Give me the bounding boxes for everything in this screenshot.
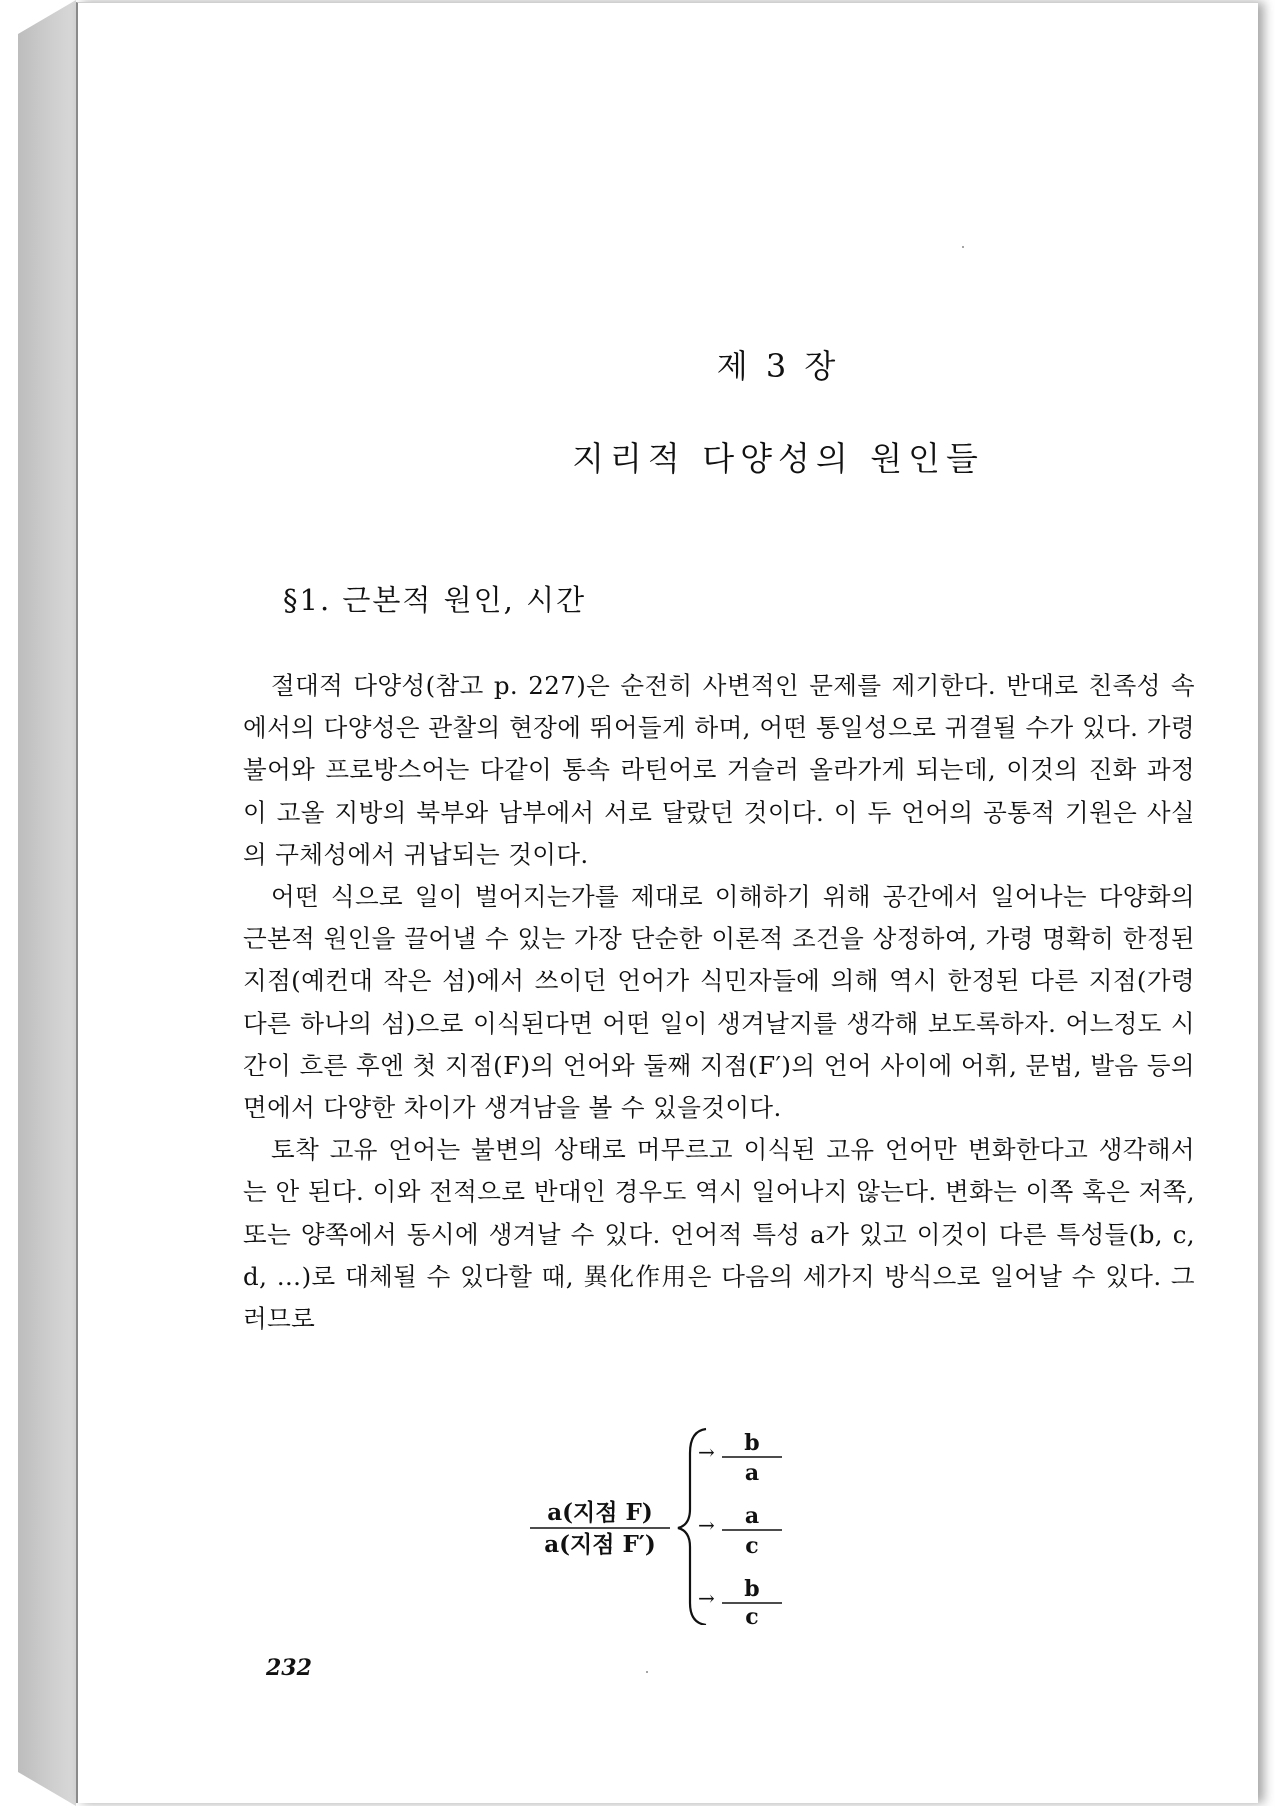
print-speck <box>646 1671 648 1673</box>
page-number: 232 <box>266 1655 312 1681</box>
print-speck <box>962 246 964 248</box>
formula-arrow: → <box>698 1513 715 1537</box>
formula-outcome-bottom: c <box>745 1533 759 1559</box>
formula-outcome-bottom: c <box>745 1604 759 1625</box>
formula-arrow: → <box>698 1440 715 1464</box>
formula-left-bottom: a(지점 F′) <box>544 1531 656 1558</box>
formula-outcome-top: b <box>744 1576 760 1602</box>
formula-outcome-bottom: a <box>744 1460 760 1486</box>
formula-arrow: → <box>698 1586 715 1610</box>
chapter-number: 제 3 장 <box>716 347 840 385</box>
paragraph: 토착 고유 언어는 불변의 상태로 머무르고 이식된 고유 언어만 변화한다고 생각해서는 안 된다. 이와 전적으로 반대인 경우도 역시 일어나지 않는다. 변화는 이쪽 혹은 저쪽, 또는 양쪽에서 동시에 생겨날 수 있다. 언어적 특성 a가 있고 이것이 다른 특성들(b, c, d, …)로 대체될 수 있다할 때, 異化作用은 다음의 세가지 방식으로 일어날 수 있다. 그러므로 <box>243 1135 1195 1334</box>
formula-outcome-top: a <box>744 1503 760 1529</box>
paragraph: 어떤 식으로 일이 벌어지는가를 제대로 이해하기 위해 공간에서 일어나는 다양화의 근본적 원인을 끌어낼 수 있는 가장 단순한 이론적 조건을 상정하여, 가령 명확히 한정된 지점(예컨대 작은 섬)에서 쓰이던 언어가 식민자들에 의해 역시 한정된 다른 지점(가령 다른 하나의 섬)으로 이식된다면 어떤 일이 생겨날지를 생각해 보도록하자. 어느정도 시간이 흐른 후엔 첫 지점(F)의 언어와 둘째 지점(F′)의 언어 사이에 어휘, 문법, 발음 등의 면에서 다양한 차이가 생겨남을 볼 수 있을것이다. <box>243 882 1195 1123</box>
book-spine <box>18 0 76 1806</box>
book-page <box>76 2 1258 1803</box>
formula-outcome-top: b <box>744 1430 760 1456</box>
body-text <box>243 665 1195 1340</box>
chapter-title: 지리적 다양성의 원인들 <box>572 439 984 478</box>
paragraph: 절대적 다양성(참고 p. 227)은 순전히 사변적인 문제를 제기한다. 반대로 친족성 속에서의 다양성은 관찰의 현장에 뛰어들게 하며, 어떤 통일성으로 귀결될 수가 있다. 가령 불어와 프로방스어는 다같이 통속 라틴어로 거슬러 올라가게 되는데, 이것의 진화 과정이 고올 지방의 북부와 남부에서 서로 달랐던 것이다. 이 두 언어의 공통적 기원은 사실의 구체성에서 귀납되는 것이다. <box>243 671 1195 869</box>
section-heading: §1. 근본적 원인, 시간 <box>283 583 587 617</box>
formula-left-top: a(지점 F) <box>547 1499 653 1526</box>
differentiation-formula <box>530 1425 860 1625</box>
